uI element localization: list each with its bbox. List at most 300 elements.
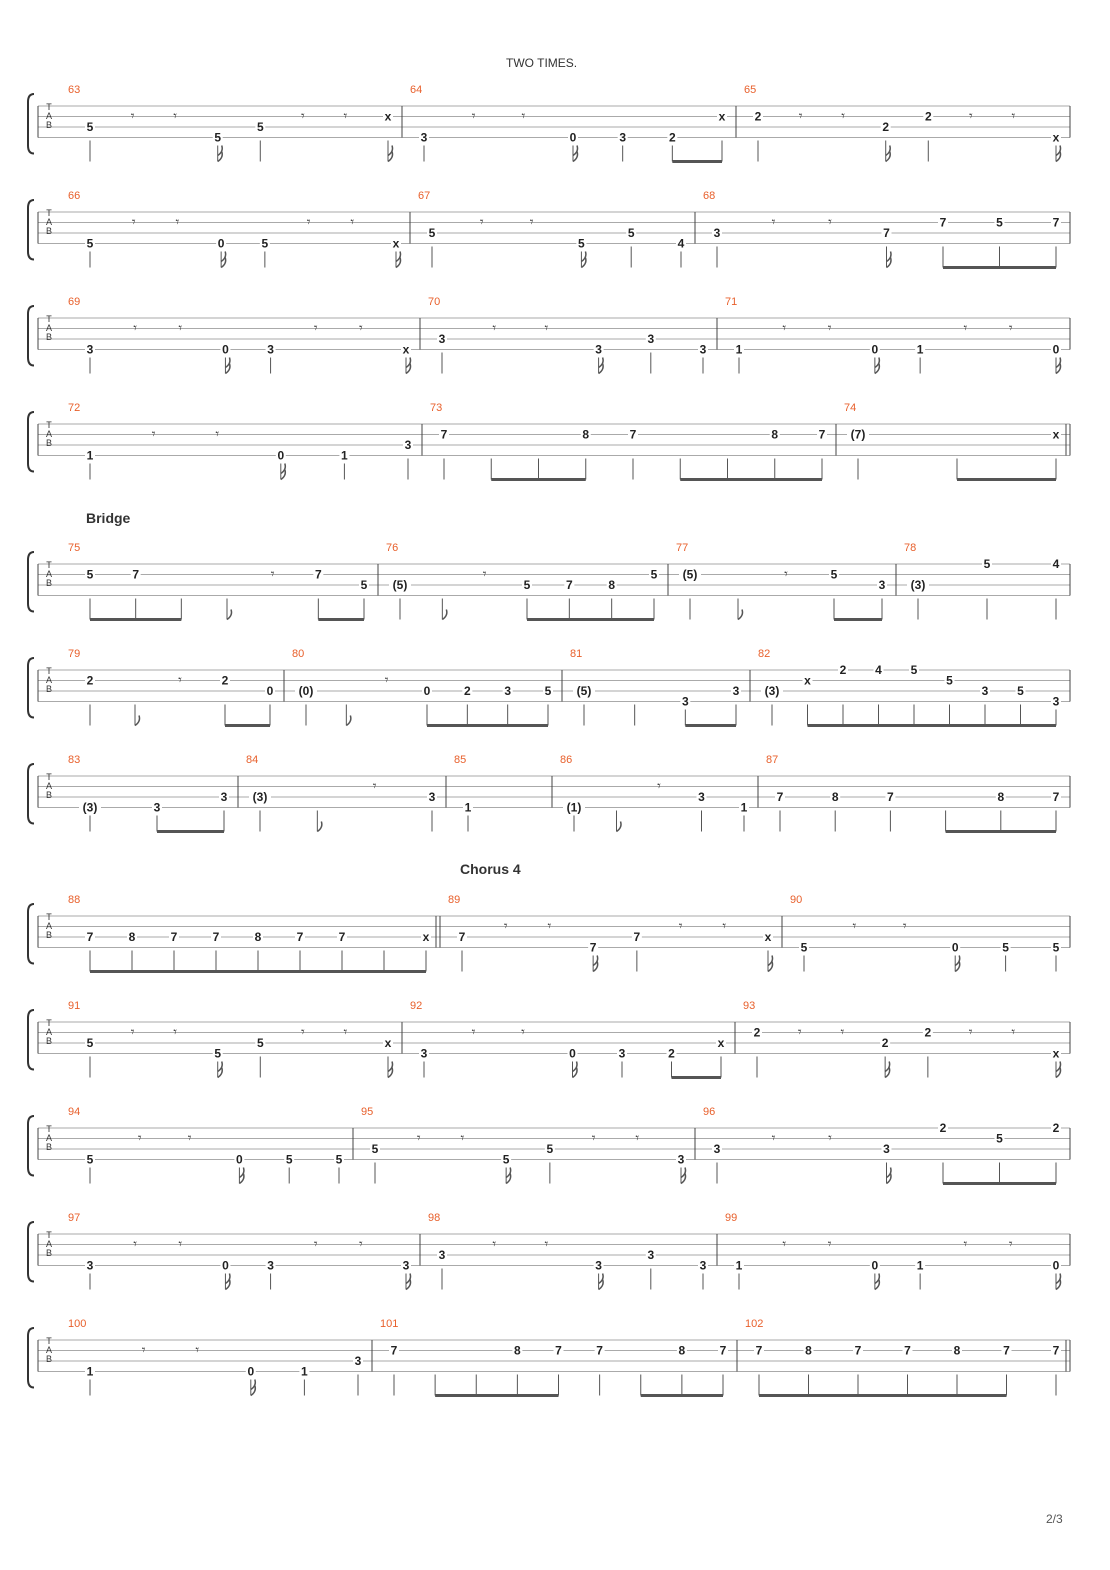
eighth-rest: 𝄾 (503, 917, 508, 934)
tab-clef-letter: B (45, 1248, 53, 1258)
note-flag (442, 610, 447, 620)
tab-clef-letter: T (46, 560, 52, 570)
fret-number: 3 (677, 1152, 685, 1167)
system-brace (28, 1328, 34, 1388)
measure-number: 68 (703, 190, 716, 202)
measure-number: 86 (560, 754, 573, 766)
dead-note: x (392, 236, 400, 251)
measure-number: 82 (758, 648, 771, 660)
eighth-rest: 𝄾 (313, 319, 318, 336)
fret-number: 2 (882, 120, 890, 134)
fret-number: 2 (668, 1046, 675, 1061)
fret-number: 8 (805, 1343, 812, 1358)
fret-number: 3 (713, 1142, 721, 1156)
fret-number: 3 (595, 342, 602, 357)
fret-number: 3 (428, 790, 436, 804)
fret-number: 5 (360, 578, 368, 592)
tab-clef-letter: T (46, 1336, 52, 1346)
fret-number: 5 (256, 120, 264, 134)
measure-number: 87 (766, 754, 779, 766)
eighth-rest: 𝄾 (175, 213, 180, 230)
fret-number: 0 (247, 1364, 255, 1379)
fret-number: 2 (1052, 1121, 1060, 1135)
system-brace (28, 412, 34, 472)
section-label-bridge: Bridge (86, 510, 131, 526)
fret-number: 1 (916, 1258, 924, 1273)
fret-number: 3 (878, 578, 886, 592)
fret-number: 5 (523, 578, 531, 592)
eighth-rest: 𝄾 (141, 1341, 146, 1358)
fret-number: 3 (86, 1258, 94, 1273)
fret-number: 7 (1052, 1343, 1060, 1358)
section-label-chorus-4: Chorus 4 (460, 861, 521, 877)
measure-number: 99 (725, 1212, 738, 1224)
dead-note: x (1052, 130, 1060, 145)
fret-number: 5 (86, 236, 94, 251)
eighth-rest: 𝄾 (215, 425, 220, 442)
tab-clef-letter: T (46, 772, 52, 782)
fret-number: (3) (910, 578, 926, 592)
fret-number: (3) (764, 684, 780, 698)
tab-clef-letter: B (45, 438, 53, 448)
eighth-rest: 𝄾 (1011, 107, 1016, 124)
fret-number: 8 (771, 427, 779, 442)
eighth-rest: 𝄾 (471, 107, 476, 124)
fret-number: 8 (953, 1343, 961, 1358)
eighth-rest: 𝄾 (178, 1235, 183, 1252)
eighth-rest: 𝄾 (137, 1129, 142, 1146)
measure-number: 84 (246, 754, 259, 766)
fret-number: 5 (86, 567, 94, 582)
fret-number: 3 (647, 1248, 655, 1262)
measure-number: 88 (68, 894, 81, 906)
fret-number: (0) (298, 684, 314, 698)
eighth-rest: 𝄾 (771, 1129, 776, 1146)
fret-number: 7 (633, 930, 641, 944)
fret-number: 7 (170, 930, 178, 944)
fret-number: (3) (252, 790, 268, 804)
eighth-rest: 𝄾 (782, 1235, 787, 1252)
fret-number: 0 (277, 448, 285, 463)
tab-clef-letter: T (46, 1230, 52, 1240)
eighth-rest: 𝄾 (350, 213, 355, 230)
fret-number: 3 (883, 1142, 890, 1156)
fret-number: 5 (627, 226, 635, 240)
eighth-rest: 𝄾 (547, 917, 552, 934)
dead-note: x (402, 342, 410, 357)
fret-number: 5 (546, 1142, 554, 1156)
fret-number: 0 (871, 342, 879, 357)
fret-number: 7 (719, 1343, 727, 1358)
system-brace (28, 552, 34, 612)
fret-number: 2 (924, 109, 932, 124)
eighth-rest: 𝄾 (963, 319, 968, 336)
fret-number: 1 (341, 448, 348, 463)
fret-number: 1 (86, 448, 94, 463)
tab-clef-letter: B (45, 226, 53, 236)
fret-number: 5 (502, 1152, 510, 1167)
fret-number: 1 (735, 342, 743, 357)
fret-number: 5 (371, 1142, 379, 1156)
eighth-rest: 𝄾 (133, 319, 138, 336)
dead-note: x (422, 930, 430, 944)
fret-number: 5 (86, 1036, 94, 1050)
eighth-rest: 𝄾 (358, 319, 363, 336)
eighth-rest: 𝄾 (657, 777, 661, 794)
page-number: 2/3 (1046, 1512, 1063, 1526)
measure-number: 96 (703, 1106, 716, 1118)
eighth-rest: 𝄾 (782, 319, 787, 336)
fret-number: 7 (314, 567, 322, 582)
fret-number: 5 (256, 1036, 264, 1050)
eighth-rest: 𝄾 (482, 565, 487, 582)
eighth-rest: 𝄾 (840, 1023, 845, 1040)
eighth-rest: 𝄾 (1008, 1235, 1013, 1252)
fret-number: 3 (618, 1046, 626, 1061)
measure-number: 94 (68, 1106, 81, 1118)
fret-number: 3 (699, 342, 707, 357)
dead-note: x (384, 109, 392, 124)
tab-clef-letter: A (45, 781, 53, 791)
fret-number: 5 (335, 1152, 343, 1167)
fret-number: 3 (699, 1258, 707, 1273)
fret-number: 3 (220, 790, 228, 804)
fret-number: 4 (875, 663, 882, 677)
fret-number: 5 (214, 1046, 222, 1061)
fret-number: 7 (86, 930, 94, 944)
fret-number: 5 (1002, 940, 1009, 955)
measure-number: 69 (68, 296, 81, 308)
eighth-rest: 𝄾 (178, 671, 182, 688)
fret-number: 3 (86, 342, 94, 357)
fret-number: 7 (458, 930, 466, 944)
eighth-rest: 𝄾 (173, 107, 178, 124)
system-brace (28, 1010, 34, 1070)
system-brace (28, 904, 34, 964)
eighth-rest: 𝄾 (544, 1235, 549, 1252)
fret-number: 8 (997, 790, 1005, 804)
measure-number: 73 (430, 402, 443, 414)
fret-number: 1 (464, 800, 472, 815)
fret-number: 5 (800, 940, 808, 955)
fret-number: 8 (608, 578, 616, 592)
tab-clef-letter: T (46, 208, 52, 218)
eighth-rest: 𝄾 (1011, 1023, 1016, 1040)
eighth-rest: 𝄾 (173, 1023, 178, 1040)
fret-number: 3 (647, 332, 655, 346)
fret-number: 3 (420, 1046, 428, 1061)
fret-number: 7 (390, 1343, 398, 1358)
system-brace (28, 94, 34, 154)
fret-number: 3 (504, 684, 512, 698)
measure-number: 97 (68, 1212, 81, 1224)
fret-number: 7 (1052, 790, 1060, 804)
eighth-rest: 𝄾 (492, 319, 497, 336)
eighth-rest: 𝄾 (591, 1129, 596, 1146)
eighth-rest: 𝄾 (130, 1023, 135, 1040)
tab-clef-letter: B (45, 930, 53, 940)
note-flag (617, 822, 622, 832)
fret-number: 5 (86, 120, 94, 134)
measure-number: 75 (68, 542, 81, 554)
eighth-rest: 𝄾 (968, 107, 973, 124)
fret-number: 8 (514, 1343, 521, 1358)
eighth-rest: 𝄾 (471, 1023, 476, 1040)
fret-number: 0 (236, 1152, 243, 1167)
fret-number: 7 (887, 790, 894, 804)
fret-number: 3 (681, 694, 689, 709)
fret-number: 3 (404, 438, 412, 452)
tab-clef-letter: A (45, 1027, 53, 1037)
fret-number: 3 (619, 130, 627, 145)
fret-number: 5 (830, 567, 838, 582)
measure-number: 83 (68, 754, 81, 766)
eighth-rest: 𝄾 (187, 1129, 192, 1146)
eighth-rest: 𝄾 (784, 565, 788, 582)
fret-number: 0 (871, 1258, 879, 1273)
fret-number: (7) (850, 427, 866, 442)
system-brace (28, 658, 34, 718)
tab-clef-letter: T (46, 1124, 52, 1134)
eighth-rest: 𝄾 (828, 213, 832, 230)
fret-number: 3 (267, 1258, 274, 1273)
tab-clef-letter: T (46, 1018, 52, 1028)
fret-number: 5 (578, 236, 585, 251)
fret-number: 5 (946, 673, 953, 688)
eighth-rest: 𝄾 (771, 213, 776, 230)
eighth-rest: 𝄾 (416, 1129, 421, 1146)
fret-number: 2 (881, 1036, 889, 1050)
eighth-rest: 𝄾 (300, 1023, 305, 1040)
fret-number: (5) (682, 567, 698, 582)
fret-number: 3 (713, 226, 721, 240)
tab-clef-letter: T (46, 314, 52, 324)
fret-number: 2 (839, 663, 847, 677)
fret-number: 2 (668, 130, 676, 145)
tab-clef-letter: A (45, 429, 53, 439)
fret-number: 1 (301, 1364, 308, 1379)
tab-clef-letter: A (45, 111, 53, 121)
eighth-rest: 𝄾 (827, 319, 832, 336)
measure-number: 89 (448, 894, 461, 906)
eighth-rest: 𝄾 (521, 1023, 525, 1040)
fret-number: 1 (740, 800, 748, 815)
eighth-rest: 𝄾 (902, 917, 907, 934)
measure-number: 78 (904, 542, 917, 554)
eighth-rest: 𝄾 (384, 671, 389, 688)
eighth-rest: 𝄾 (635, 1129, 640, 1146)
fret-number: 0 (1052, 342, 1060, 357)
fret-number: 2 (463, 684, 471, 698)
fret-number: 0 (217, 236, 225, 251)
fret-number: 7 (629, 427, 637, 442)
dead-note: x (764, 930, 772, 944)
eighth-rest: 𝄾 (270, 565, 275, 582)
fret-number: 7 (296, 930, 304, 944)
measure-number: 92 (410, 1000, 423, 1012)
fret-number: 8 (254, 930, 262, 944)
eighth-rest: 𝄾 (544, 319, 549, 336)
fret-number: 0 (951, 940, 959, 955)
measure-number: 90 (790, 894, 803, 906)
fret-number: 3 (420, 130, 428, 145)
fret-number: 5 (983, 557, 991, 571)
eighth-rest: 𝄾 (460, 1129, 465, 1146)
fret-number: 2 (754, 109, 762, 124)
measure-number: 65 (744, 84, 757, 96)
eighth-rest: 𝄾 (479, 213, 484, 230)
tab-clef-letter: T (46, 102, 52, 112)
fret-number: 5 (261, 236, 269, 251)
measure-number: 72 (68, 402, 81, 414)
fret-number: 5 (910, 663, 918, 677)
fret-number: 0 (1052, 1258, 1060, 1273)
eighth-rest: 𝄾 (852, 917, 857, 934)
eighth-rest: 𝄾 (195, 1341, 200, 1358)
fret-number: 2 (939, 1121, 947, 1135)
fret-number: 7 (755, 1343, 763, 1358)
eighth-rest: 𝄾 (521, 107, 526, 124)
eighth-rest: 𝄾 (1008, 319, 1013, 336)
fret-number: 7 (939, 215, 947, 230)
tab-clef-letter: A (45, 323, 53, 333)
system-brace (28, 764, 34, 824)
fret-number: 5 (428, 226, 436, 240)
fret-number: 7 (776, 790, 784, 804)
fret-number: 3 (267, 342, 274, 357)
fret-number: 4 (677, 236, 685, 251)
eighth-rest: 𝄾 (372, 777, 377, 794)
fret-number: 5 (86, 1152, 94, 1167)
fret-number: 2 (753, 1025, 761, 1040)
tab-clef-letter: T (46, 420, 52, 430)
dead-note: x (717, 1036, 725, 1050)
fret-number: (3) (82, 800, 98, 815)
fret-number: 8 (678, 1343, 686, 1358)
tab-clef-letter: B (45, 578, 53, 588)
note-flag (227, 610, 232, 620)
fret-number: 5 (1052, 940, 1060, 955)
fret-number: 1 (735, 1258, 743, 1273)
fret-number: 3 (354, 1354, 362, 1368)
fret-number: 5 (1017, 684, 1024, 698)
fret-number: 7 (596, 1343, 603, 1358)
measure-number: 91 (68, 1000, 81, 1012)
fret-number: 0 (569, 130, 577, 145)
eighth-rest: 𝄾 (358, 1235, 363, 1252)
fret-number: 7 (132, 567, 140, 582)
measure-number: 98 (428, 1212, 441, 1224)
tab-clef-letter: B (45, 120, 53, 130)
fret-number: 7 (1003, 1343, 1010, 1358)
eighth-rest: 𝄾 (678, 917, 683, 934)
system-brace (28, 306, 34, 366)
fret-number: 0 (569, 1046, 576, 1061)
fret-number: 8 (128, 930, 136, 944)
tab-clef-letter: T (46, 912, 52, 922)
fret-number: 7 (818, 427, 826, 442)
tab-clef-letter: B (45, 1142, 53, 1152)
system-brace (28, 200, 34, 260)
eighth-rest: 𝄾 (797, 1023, 802, 1040)
fret-number: 0 (266, 684, 274, 698)
dead-note: x (804, 673, 811, 688)
tab-clef-letter: A (45, 921, 53, 931)
eighth-rest: 𝄾 (343, 1023, 348, 1040)
fret-number: 1 (916, 342, 924, 357)
fret-number: 5 (544, 684, 552, 698)
measure-number: 93 (743, 1000, 756, 1012)
eighth-rest: 𝄾 (300, 107, 305, 124)
fret-number: 7 (338, 930, 346, 944)
fret-number: 3 (981, 684, 989, 698)
note-flag (738, 610, 743, 620)
measure-number: 74 (844, 402, 857, 414)
fret-number: 2 (86, 673, 94, 688)
measure-number: 66 (68, 190, 81, 202)
measure-number: 100 (68, 1318, 87, 1330)
eighth-rest: 𝄾 (343, 107, 348, 124)
eighth-rest: 𝄾 (968, 1023, 973, 1040)
fret-number: 3 (438, 1248, 446, 1262)
eighth-rest: 𝄾 (313, 1235, 318, 1252)
measure-number: 70 (428, 296, 441, 308)
fret-number: 7 (589, 940, 597, 955)
fret-number: 7 (1052, 215, 1060, 230)
fret-number: 3 (732, 684, 740, 698)
fret-number: 1 (86, 1364, 94, 1379)
tab-clef-letter: A (45, 1133, 53, 1143)
eighth-rest: 𝄾 (963, 1235, 968, 1252)
eighth-rest: 𝄾 (827, 1235, 832, 1252)
measure-number: 79 (68, 648, 81, 660)
fret-number: 3 (1052, 694, 1060, 709)
system-brace (28, 1116, 34, 1176)
fret-number: 3 (595, 1258, 602, 1273)
system-brace (28, 1222, 34, 1282)
eighth-rest: 𝄾 (492, 1235, 497, 1252)
fret-number: 3 (438, 332, 446, 346)
measure-number: 80 (292, 648, 305, 660)
measure-number: 76 (386, 542, 399, 554)
fret-number: 5 (650, 567, 658, 582)
measure-number: 63 (68, 84, 81, 96)
fret-number: 8 (582, 427, 590, 442)
measure-number: 95 (361, 1106, 374, 1118)
fret-number: 5 (996, 215, 1003, 230)
eighth-rest: 𝄾 (722, 917, 727, 934)
fret-number: 3 (698, 790, 705, 804)
fret-number: 4 (1052, 557, 1060, 571)
fret-number: 5 (214, 130, 222, 145)
fret-number: 7 (854, 1343, 862, 1358)
fret-number: 7 (883, 226, 890, 240)
eighth-rest: 𝄾 (133, 1235, 138, 1252)
fret-number: 7 (565, 578, 573, 592)
fret-number: 0 (222, 342, 229, 357)
tab-clef-letter: A (45, 1345, 53, 1355)
fret-number: (5) (392, 578, 408, 592)
eighth-rest: 𝄾 (306, 213, 311, 230)
measure-number: 67 (418, 190, 431, 202)
measure-number: 101 (380, 1318, 399, 1330)
repeat-annotation: TWO TIMES. (506, 56, 578, 70)
note-flag (317, 822, 322, 832)
fret-number: 5 (285, 1152, 293, 1167)
note-flag (135, 716, 140, 726)
tab-clef-letter: A (45, 217, 53, 227)
measure-number: 77 (676, 542, 689, 554)
